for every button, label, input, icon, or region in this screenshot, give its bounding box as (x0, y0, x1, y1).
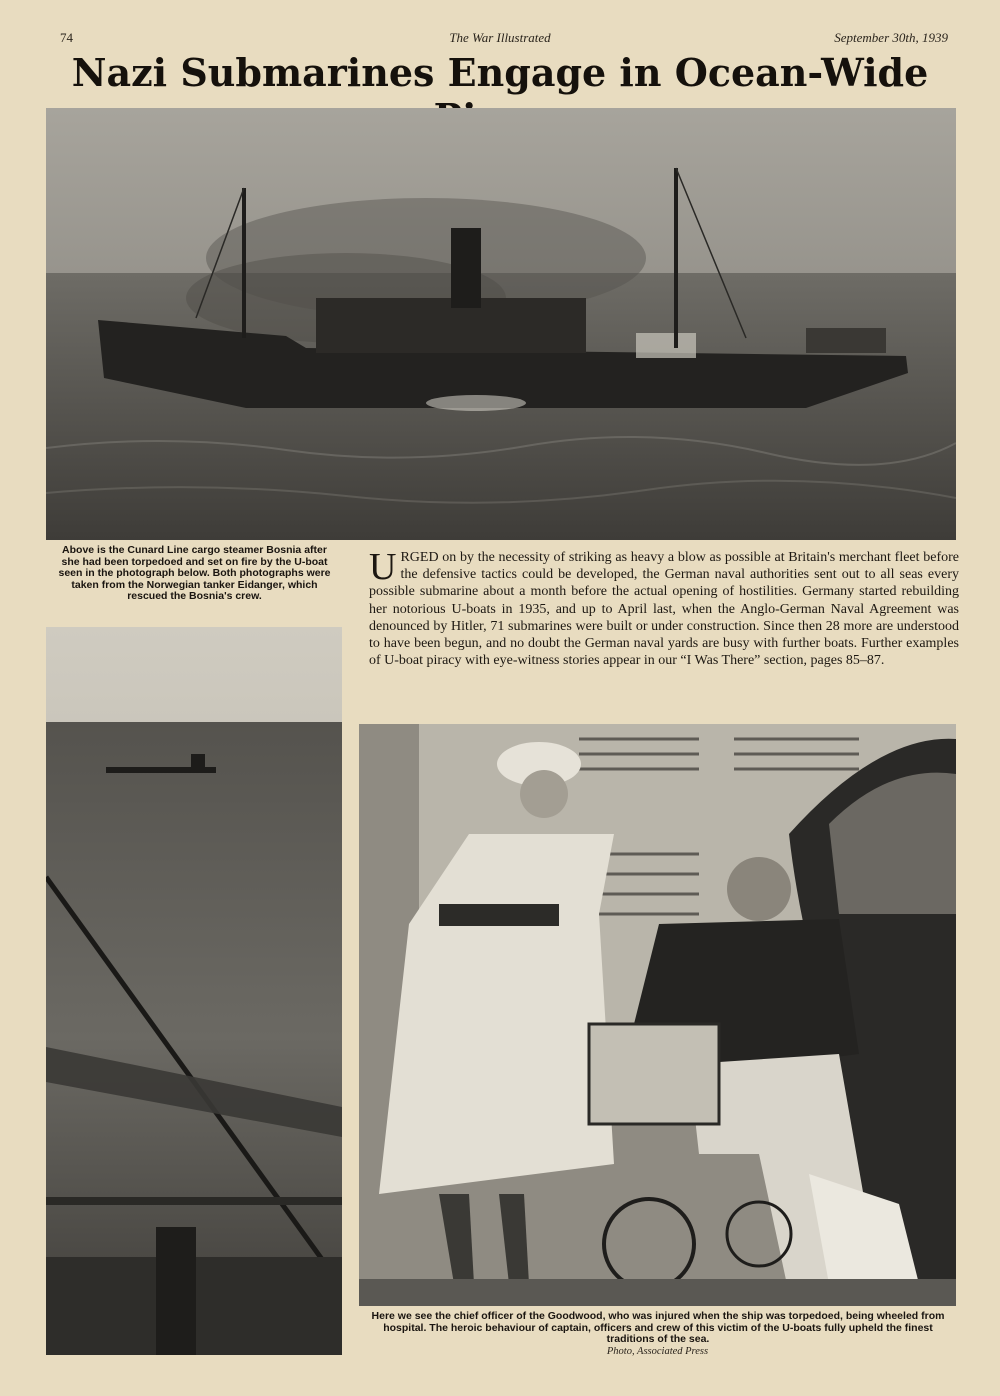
article-body (369, 546, 959, 669)
caption-steamer: Above is the Cunard Line cargo steamer Bosnia after she had been torpedoed and set on fire by the U-boat seen in the photograph below. Both photographs were taken from the Norwegian tanker Eidanger, which rescued the Bosnia's crew. (58, 544, 331, 602)
article-text: on by the necessity of striking as heavy a blow as possible at Britain's merchant fleet before the defensive tactics could be developed, the German naval authorities sent out to all seas every possible submarine about a month before the actual opening of hostilities. Germany started rebuilding her notorious U-boats in 1935, and up to April last, when the Anglo-German Naval Agreement was denounced by Hitler, 71 submarines were built or under construction. Since then 28 more are understood to have been begun, and no doubt the German naval yards are busy with further boats. Further examples of U-boat piracy with eye-witness stories appear in our “I Was There” section, pages 85–87. (369, 550, 959, 669)
caption-injured-officer: Here we see the chief officer of the Goodwood, who was injured when the ship was torpedoed, being wheeled from hospital. The heroic behaviour of captain, officers and crew of this victim of the U-boats fully upheld the finest traditions of the sea. (371, 1310, 945, 1345)
lead-in: RGED (400, 550, 439, 565)
page-number: 74 (60, 30, 73, 45)
photo-credit: Photo, Associated Press (606, 1346, 709, 1357)
issue-date: September 30th, 1939 (834, 30, 948, 45)
photo-uboat (46, 627, 342, 1355)
headline: Nazi Submarines Engage in Ocean-Wide (71, 50, 929, 95)
photo-nurse-injured-officer (359, 724, 956, 1306)
photo-burning-steamer (46, 108, 956, 540)
drop-cap: U (369, 546, 397, 588)
running-title: The War Illustrated (449, 30, 551, 45)
